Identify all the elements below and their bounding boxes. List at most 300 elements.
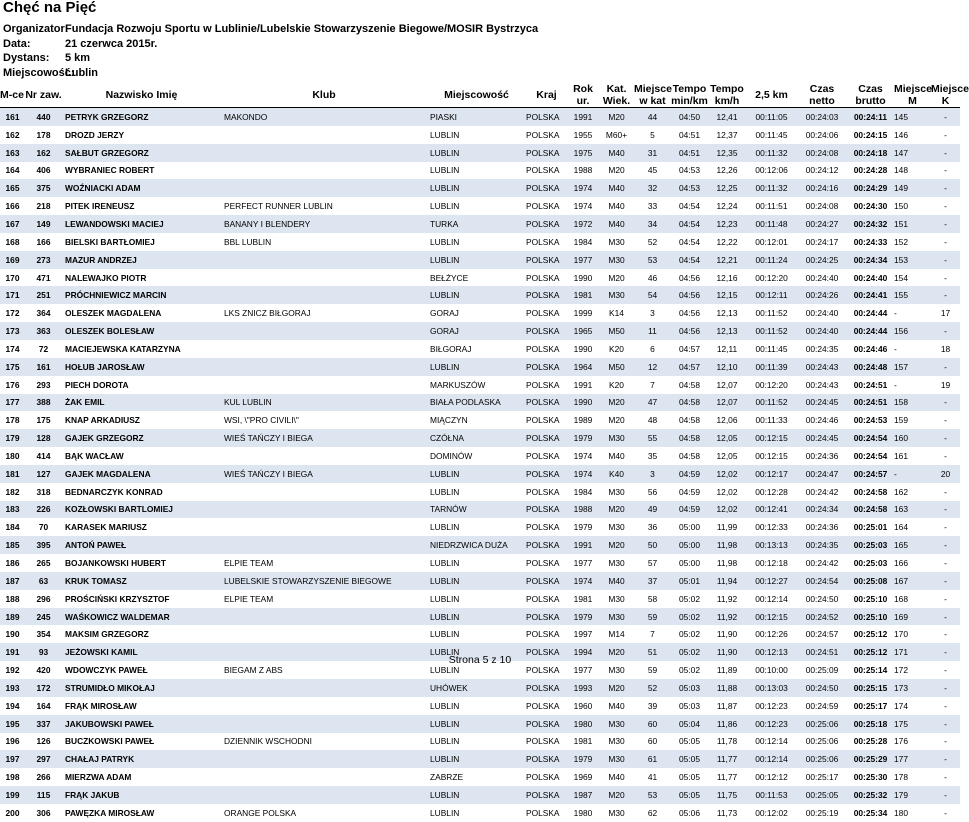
cell-net-time: 00:25:06 xyxy=(797,715,847,733)
col-speed: Tempo km/h xyxy=(710,83,744,107)
cell-country: POLSKA xyxy=(526,108,567,126)
cell-category-place: 12 xyxy=(634,358,671,376)
cell-club xyxy=(221,501,427,519)
cell-country: POLSKA xyxy=(526,215,567,233)
cell-club xyxy=(221,608,427,626)
cell-bib: 72 xyxy=(25,340,62,358)
cell-place: 166 xyxy=(0,197,25,215)
cell-club xyxy=(221,340,427,358)
table-row xyxy=(0,572,960,590)
cell-country: POLSKA xyxy=(526,447,567,465)
cell-bib: 166 xyxy=(25,233,62,251)
cell-year: 1979 xyxy=(567,750,599,768)
cell-place-m: 158 xyxy=(894,394,931,412)
cell-pace: 04:51 xyxy=(671,126,708,144)
cell-speed: 11,98 xyxy=(708,536,746,554)
cell-country: POLSKA xyxy=(526,429,567,447)
distance-value: 5 km xyxy=(65,52,91,64)
cell-category-place: 56 xyxy=(634,483,671,501)
cell-gross-time: 00:24:28 xyxy=(847,162,894,180)
cell-name: HOŁUB JAROSŁAW xyxy=(62,358,221,376)
cell-place-m: 152 xyxy=(894,233,931,251)
cell-name: GAJEK MAGDALENA xyxy=(62,465,221,483)
cell-place-k: - xyxy=(931,483,960,501)
cell-category-place: 52 xyxy=(634,679,671,697)
cell-place: 163 xyxy=(0,144,25,162)
cell-speed: 12,37 xyxy=(708,126,746,144)
cell-country: POLSKA xyxy=(526,394,567,412)
cell-category: K20 xyxy=(599,340,634,358)
table-row xyxy=(0,625,960,643)
cell-gross-time: 00:25:03 xyxy=(847,536,894,554)
cell-category-place: 61 xyxy=(634,750,671,768)
distance-label: Dystans: xyxy=(3,52,50,64)
cell-country: POLSKA xyxy=(526,233,567,251)
cell-bib: 414 xyxy=(25,447,62,465)
cell-place-k: - xyxy=(931,411,960,429)
cell-year: 1974 xyxy=(567,179,599,197)
cell-category: M40 xyxy=(599,447,634,465)
cell-city: LUBLIN xyxy=(427,286,526,304)
cell-city: PIASKI xyxy=(427,108,526,126)
cell-bib: 363 xyxy=(25,322,62,340)
cell-net-time: 00:24:59 xyxy=(797,697,847,715)
cell-club xyxy=(221,286,427,304)
cell-city: GORAJ xyxy=(427,322,526,340)
cell-speed: 12,02 xyxy=(708,465,746,483)
col-country: Kraj xyxy=(536,88,557,101)
cell-category: M30 xyxy=(599,661,634,679)
cell-pace: 04:54 xyxy=(671,233,708,251)
cell-category-place: 32 xyxy=(634,179,671,197)
table-row xyxy=(0,304,960,322)
cell-club: PERFECT RUNNER LUBLIN xyxy=(221,197,427,215)
cell-pace: 05:00 xyxy=(671,518,708,536)
col-net-time: Czas netto xyxy=(809,83,835,107)
cell-year: 1987 xyxy=(567,786,599,804)
cell-gross-time: 00:24:33 xyxy=(847,233,894,251)
cell-place-m: 148 xyxy=(894,162,931,180)
cell-name: PROŚCIŃSKI KRZYSZTOF xyxy=(62,590,221,608)
cell-net-time: 00:25:17 xyxy=(797,768,847,786)
cell-city: LUBLIN xyxy=(427,590,526,608)
cell-place-k: - xyxy=(931,233,960,251)
cell-place-k: - xyxy=(931,572,960,590)
cell-net-time: 00:24:40 xyxy=(797,304,847,322)
col-name: Nazwisko Imię xyxy=(105,88,178,101)
cell-place-m: 153 xyxy=(894,251,931,269)
cell-place: 176 xyxy=(0,376,25,394)
cell-gross-time: 00:25:17 xyxy=(847,697,894,715)
cell-category: M20 xyxy=(599,394,634,412)
cell-country: POLSKA xyxy=(526,340,567,358)
cell-gross-time: 00:24:53 xyxy=(847,411,894,429)
cell-category-place: 53 xyxy=(634,786,671,804)
cell-gross-time: 00:25:03 xyxy=(847,554,894,572)
col-split: 2,5 km xyxy=(755,88,788,101)
cell-place-m: 160 xyxy=(894,429,931,447)
cell-bib: 440 xyxy=(25,108,62,126)
cell-bib: 420 xyxy=(25,661,62,679)
cell-net-time: 00:24:26 xyxy=(797,286,847,304)
cell-bib: 226 xyxy=(25,501,62,519)
cell-country: POLSKA xyxy=(526,697,567,715)
cell-name: OLESZEK BOLESŁAW xyxy=(62,322,221,340)
cell-place-k: - xyxy=(931,322,960,340)
cell-net-time: 00:24:03 xyxy=(797,108,847,126)
cell-city: MARKUSZÓW xyxy=(427,376,526,394)
cell-bib: 128 xyxy=(25,429,62,447)
cell-gross-time: 00:24:44 xyxy=(847,322,894,340)
cell-pace: 04:53 xyxy=(671,162,708,180)
cell-category: M30 xyxy=(599,518,634,536)
cell-city: LUBLIN xyxy=(427,179,526,197)
cell-split: 00:12:13 xyxy=(746,643,797,661)
cell-city: LUBLIN xyxy=(427,197,526,215)
cell-category: M40 xyxy=(599,697,634,715)
table-row xyxy=(0,162,960,180)
col-category-place: Miejsce w kat xyxy=(634,83,672,107)
cell-city: LUBLIN xyxy=(427,126,526,144)
cell-place-m: 177 xyxy=(894,750,931,768)
cell-net-time: 00:24:54 xyxy=(797,572,847,590)
cell-place-k: - xyxy=(931,162,960,180)
cell-country: POLSKA xyxy=(526,625,567,643)
cell-category-place: 47 xyxy=(634,394,671,412)
cell-bib: 93 xyxy=(25,643,62,661)
cell-speed: 12,05 xyxy=(708,429,746,447)
cell-speed: 12,21 xyxy=(708,251,746,269)
table-row xyxy=(0,251,960,269)
cell-place-m: 180 xyxy=(894,804,931,822)
cell-club: BANANY I BLENDERY xyxy=(221,215,427,233)
cell-place-k: - xyxy=(931,608,960,626)
cell-country: POLSKA xyxy=(526,501,567,519)
cell-bib: 354 xyxy=(25,625,62,643)
col-city: Miejscowość xyxy=(444,88,509,101)
cell-city: DOMINÓW xyxy=(427,447,526,465)
cell-club: WIEŚ TAŃCZY I BIEGA xyxy=(221,465,427,483)
cell-club: LUBELSKIE STOWARZYSZENIE BIEGOWE xyxy=(221,572,427,590)
cell-category: M20 xyxy=(599,501,634,519)
date-value: 21 czerwca 2015r. xyxy=(65,37,158,50)
cell-category: M14 xyxy=(599,625,634,643)
cell-place-k: - xyxy=(931,394,960,412)
cell-pace: 05:04 xyxy=(671,715,708,733)
cell-pace: 04:58 xyxy=(671,429,708,447)
cell-year: 1994 xyxy=(567,643,599,661)
cell-category-place: 51 xyxy=(634,643,671,661)
cell-place: 191 xyxy=(0,643,25,661)
cell-country: POLSKA xyxy=(526,358,567,376)
cell-pace: 05:06 xyxy=(671,804,708,822)
cell-category: M40 xyxy=(599,179,634,197)
cell-speed: 12,10 xyxy=(708,358,746,376)
cell-place-m: - xyxy=(894,376,931,394)
cell-country: POLSKA xyxy=(526,269,567,287)
cell-place-m: 172 xyxy=(894,661,931,679)
cell-split: 00:11:45 xyxy=(746,340,797,358)
cell-place-m: 147 xyxy=(894,144,931,162)
cell-split: 00:12:23 xyxy=(746,715,797,733)
cell-place: 175 xyxy=(0,358,25,376)
distance-row xyxy=(3,51,538,66)
cell-gross-time: 00:24:40 xyxy=(847,269,894,287)
cell-year: 1977 xyxy=(567,661,599,679)
cell-city: BIŁGORAJ xyxy=(427,340,526,358)
cell-category-place: 58 xyxy=(634,590,671,608)
cell-city: UHÓWEK xyxy=(427,679,526,697)
cell-year: 1988 xyxy=(567,501,599,519)
cell-place: 195 xyxy=(0,715,25,733)
cell-place-m: 174 xyxy=(894,697,931,715)
cell-place-k: - xyxy=(931,643,960,661)
cell-split: 00:11:48 xyxy=(746,215,797,233)
cell-club xyxy=(221,483,427,501)
table-row xyxy=(0,715,960,733)
cell-category: M20 xyxy=(599,269,634,287)
cell-speed: 12,16 xyxy=(708,269,746,287)
cell-country: POLSKA xyxy=(526,376,567,394)
cell-net-time: 00:25:09 xyxy=(797,661,847,679)
organizer-value: Fundacja Rozwoju Sportu w Lublinie/Lubelskie Stowarzyszenie Biegowe/MOSIR Bystrzyca xyxy=(65,23,539,35)
table-row xyxy=(0,608,960,626)
cell-gross-time: 00:25:08 xyxy=(847,572,894,590)
cell-split: 00:12:14 xyxy=(746,733,797,751)
location-row xyxy=(3,66,538,81)
cell-name: CHAŁAJ PATRYK xyxy=(62,750,221,768)
cell-pace: 05:03 xyxy=(671,679,708,697)
cell-pace: 04:51 xyxy=(671,144,708,162)
cell-pace: 04:57 xyxy=(671,340,708,358)
cell-city: NIEDRZWICA DUŻA xyxy=(427,536,526,554)
cell-name: ANTOŃ PAWEŁ xyxy=(62,536,221,554)
cell-category: K14 xyxy=(599,304,634,322)
cell-pace: 04:59 xyxy=(671,465,708,483)
cell-club: ELPIE TEAM xyxy=(221,554,427,572)
page-title: Chęć na Pięć xyxy=(3,0,97,16)
cell-club: BBL LUBLIN xyxy=(221,233,427,251)
cell-club xyxy=(221,376,427,394)
cell-net-time: 00:24:08 xyxy=(797,197,847,215)
cell-category-place: 45 xyxy=(634,162,671,180)
cell-place-k: - xyxy=(931,501,960,519)
table-row xyxy=(0,358,960,376)
table-row xyxy=(0,376,960,394)
table-row xyxy=(0,215,960,233)
cell-name: WYBRANIEC ROBERT xyxy=(62,162,221,180)
cell-year: 1979 xyxy=(567,429,599,447)
cell-name: PETRYK GRZEGORZ xyxy=(62,108,221,126)
cell-country: POLSKA xyxy=(526,590,567,608)
cell-name: WOŹNIACKI ADAM xyxy=(62,179,221,197)
cell-gross-time: 00:25:29 xyxy=(847,750,894,768)
cell-club xyxy=(221,768,427,786)
col-gross-time: Czas brutto xyxy=(855,83,886,107)
cell-place-m: 156 xyxy=(894,322,931,340)
cell-bib: 251 xyxy=(25,286,62,304)
cell-split: 00:13:13 xyxy=(746,536,797,554)
cell-country: POLSKA xyxy=(526,179,567,197)
cell-place-k: - xyxy=(931,126,960,144)
cell-place: 200 xyxy=(0,804,25,822)
col-club: Klub xyxy=(312,88,336,101)
cell-net-time: 00:24:40 xyxy=(797,269,847,287)
cell-category-place: 36 xyxy=(634,518,671,536)
cell-net-time: 00:24:25 xyxy=(797,251,847,269)
cell-city: LUBLIN xyxy=(427,625,526,643)
table-row xyxy=(0,733,960,751)
cell-country: POLSKA xyxy=(526,126,567,144)
cell-city: LUBLIN xyxy=(427,750,526,768)
cell-place-k: - xyxy=(931,590,960,608)
cell-split: 00:11:52 xyxy=(746,304,797,322)
cell-category-place: 53 xyxy=(634,251,671,269)
cell-country: POLSKA xyxy=(526,411,567,429)
cell-net-time: 00:24:45 xyxy=(797,429,847,447)
cell-category: M30 xyxy=(599,804,634,822)
cell-name: JEŻOWSKI KAMIL xyxy=(62,643,221,661)
cell-speed: 11,77 xyxy=(708,768,746,786)
cell-place: 174 xyxy=(0,340,25,358)
cell-net-time: 00:25:06 xyxy=(797,733,847,751)
cell-name: PRÓCHNIEWICZ MARCIN xyxy=(62,286,221,304)
cell-category-place: 37 xyxy=(634,572,671,590)
col-mce: M-ce xyxy=(0,88,24,101)
cell-split: 00:11:45 xyxy=(746,126,797,144)
cell-bib: 115 xyxy=(25,786,62,804)
cell-speed: 11,98 xyxy=(708,554,746,572)
cell-city: LUBLIN xyxy=(427,465,526,483)
cell-country: POLSKA xyxy=(526,715,567,733)
cell-place-m: 164 xyxy=(894,518,931,536)
table-row xyxy=(0,340,960,358)
cell-category-place: 44 xyxy=(634,108,671,126)
cell-pace: 05:05 xyxy=(671,733,708,751)
cell-name: PAWĘZKA MIROSŁAW xyxy=(62,804,221,822)
location-value: Lublin xyxy=(65,66,98,79)
table-row xyxy=(0,501,960,519)
cell-pace: 04:58 xyxy=(671,411,708,429)
cell-speed: 12,26 xyxy=(708,162,746,180)
organizer-label: Organizator: xyxy=(3,23,69,35)
cell-pace: 05:01 xyxy=(671,572,708,590)
cell-pace: 04:56 xyxy=(671,304,708,322)
cell-place-m: - xyxy=(894,304,931,322)
cell-year: 1999 xyxy=(567,304,599,322)
cell-year: 1974 xyxy=(567,465,599,483)
cell-city: LUBLIN xyxy=(427,643,526,661)
cell-bib: 70 xyxy=(25,518,62,536)
cell-bib: 172 xyxy=(25,679,62,697)
cell-pace: 04:54 xyxy=(671,251,708,269)
cell-club xyxy=(221,251,427,269)
cell-category: M30 xyxy=(599,483,634,501)
cell-category: M20 xyxy=(599,536,634,554)
cell-place: 188 xyxy=(0,590,25,608)
cell-speed: 11,86 xyxy=(708,715,746,733)
cell-name: KNAP ARKADIUSZ xyxy=(62,411,221,429)
cell-city: LUBLIN xyxy=(427,572,526,590)
cell-bib: 127 xyxy=(25,465,62,483)
cell-speed: 12,24 xyxy=(708,197,746,215)
cell-gross-time: 00:24:51 xyxy=(847,394,894,412)
cell-category-place: 6 xyxy=(634,340,671,358)
cell-bib: 318 xyxy=(25,483,62,501)
cell-place-m: 150 xyxy=(894,197,931,215)
cell-category-place: 57 xyxy=(634,554,671,572)
cell-net-time: 00:24:45 xyxy=(797,394,847,412)
cell-place-m: 176 xyxy=(894,733,931,751)
cell-club: DZIENNIK WSCHODNI xyxy=(221,733,427,751)
cell-net-time: 00:24:06 xyxy=(797,126,847,144)
cell-place-m: 170 xyxy=(894,625,931,643)
cell-category-place: 35 xyxy=(634,447,671,465)
cell-place-m: 169 xyxy=(894,608,931,626)
cell-speed: 12,35 xyxy=(708,144,746,162)
cell-bib: 265 xyxy=(25,554,62,572)
cell-name: JAKUBOWSKI PAWEŁ xyxy=(62,715,221,733)
cell-club: ELPIE TEAM xyxy=(221,590,427,608)
cell-club xyxy=(221,447,427,465)
cell-category-place: 54 xyxy=(634,286,671,304)
cell-pace: 05:02 xyxy=(671,643,708,661)
cell-name: STRUMIDŁO MIKOŁAJ xyxy=(62,679,221,697)
cell-place-m: 146 xyxy=(894,126,931,144)
cell-year: 1984 xyxy=(567,483,599,501)
cell-category: M20 xyxy=(599,108,634,126)
cell-year: 1965 xyxy=(567,322,599,340)
cell-club xyxy=(221,679,427,697)
cell-net-time: 00:24:34 xyxy=(797,501,847,519)
table-row xyxy=(0,269,960,287)
cell-speed: 12,02 xyxy=(708,501,746,519)
cell-pace: 04:58 xyxy=(671,394,708,412)
page-footer: Strona 5 z 10 xyxy=(448,654,512,666)
cell-country: POLSKA xyxy=(526,286,567,304)
cell-city: LUBLIN xyxy=(427,661,526,679)
cell-place-m: 149 xyxy=(894,179,931,197)
cell-gross-time: 00:25:10 xyxy=(847,608,894,626)
col-category: Kat. Wiek. xyxy=(602,83,631,107)
cell-split: 00:11:52 xyxy=(746,394,797,412)
cell-speed: 11,87 xyxy=(708,697,746,715)
cell-year: 1964 xyxy=(567,358,599,376)
cell-place: 165 xyxy=(0,179,25,197)
cell-city: LUBLIN xyxy=(427,233,526,251)
cell-speed: 11,92 xyxy=(708,608,746,626)
cell-year: 1981 xyxy=(567,590,599,608)
cell-pace: 05:02 xyxy=(671,625,708,643)
cell-place-k: - xyxy=(931,661,960,679)
cell-place-k: - xyxy=(931,197,960,215)
cell-split: 00:12:12 xyxy=(746,768,797,786)
cell-city: LUBLIN xyxy=(427,804,526,822)
location-label: Miejscowość: xyxy=(3,66,75,79)
cell-speed: 12,23 xyxy=(708,215,746,233)
cell-bib: 364 xyxy=(25,304,62,322)
cell-place-m: 178 xyxy=(894,768,931,786)
cell-net-time: 00:24:52 xyxy=(797,608,847,626)
cell-place: 177 xyxy=(0,394,25,412)
cell-club xyxy=(221,715,427,733)
cell-club xyxy=(221,697,427,715)
col-pace: Tempo min/km xyxy=(671,83,708,107)
cell-city: TARNÓW xyxy=(427,501,526,519)
cell-split: 00:10:00 xyxy=(746,661,797,679)
cell-gross-time: 00:25:01 xyxy=(847,518,894,536)
cell-name: KRUK TOMASZ xyxy=(62,572,221,590)
